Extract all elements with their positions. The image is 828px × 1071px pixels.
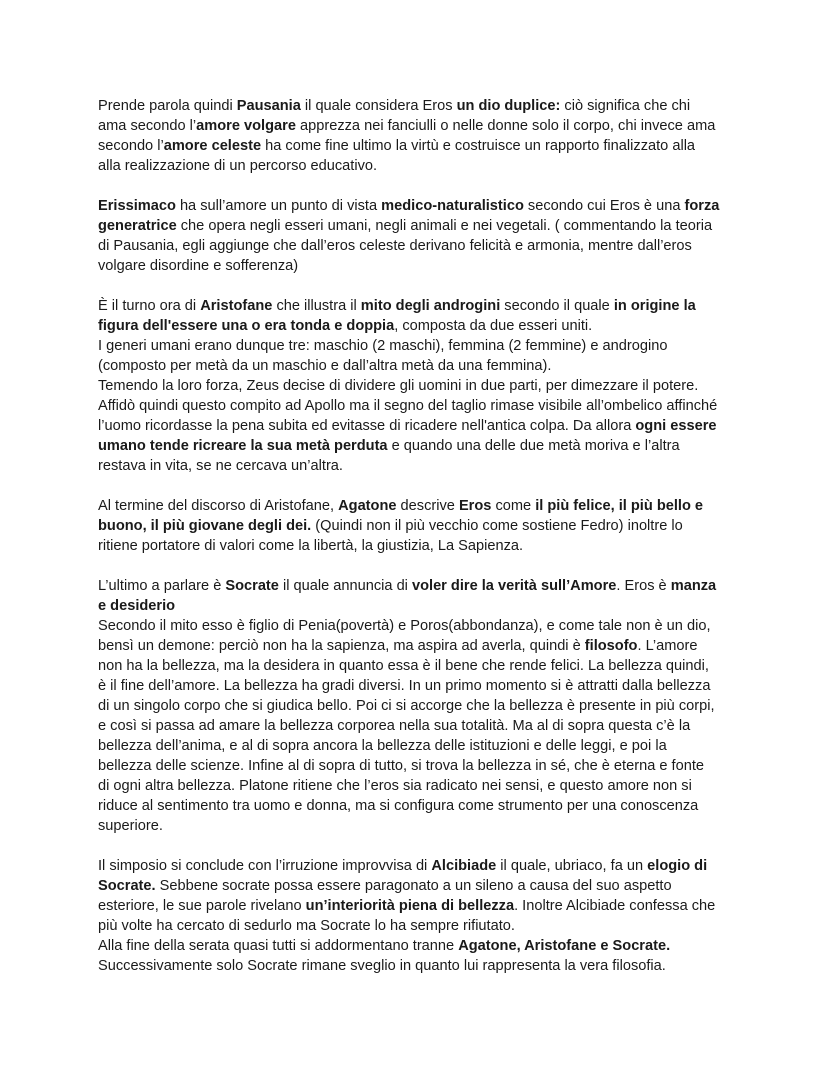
text-run: riduce al sentimento tra uomo e donna, ma si configura come strumento per una conoscenza [98, 798, 699, 814]
text-run: I generi umani erano dunque tre: maschio (2 maschi), femmina (2 femmine) e androgino [98, 338, 668, 354]
bold-text: medico-naturalistico [381, 198, 524, 214]
text-run: ciò significa che chi [560, 98, 691, 114]
text-line [98, 636, 738, 656]
text-line [98, 856, 738, 876]
text-line [98, 696, 738, 716]
text-run: più volte ha cercato di sedurlo ma Socrate lo ha sempre rifiutato. [98, 918, 515, 934]
bold-text: amore volgare [196, 118, 296, 134]
text-run: di ogni altra bellezza. Platone ritiene che l’eros sia radicato nei sensi, e questo amore non si [98, 778, 692, 794]
text-run: e quando una delle due metà moriva e l’altra [387, 438, 680, 454]
text-run: che opera negli esseri umani, negli animali e nei vegetali. ( commentando la teoria [176, 218, 713, 234]
text-run: secondo il quale [500, 298, 614, 314]
text-run: non ha la bellezza, ma la desidera in quanto essa è il bene che rende felici. La bellezza quindi, [98, 658, 709, 674]
text-line [98, 396, 738, 416]
paragraph-agatone [98, 496, 738, 556]
text-line [98, 376, 738, 396]
text-line [98, 816, 738, 836]
paragraph-alcibiade [98, 856, 738, 976]
text-run: alla realizzazione di un percorso educativo. [98, 158, 378, 174]
bold-text: e desiderio [98, 598, 176, 614]
bold-text: Aristofane [200, 298, 273, 314]
text-line [98, 596, 738, 616]
text-run: . Inoltre Alcibiade confessa che [514, 898, 716, 914]
text-run: ama secondo l’ [98, 118, 197, 134]
text-run: L’ultimo a parlare è [98, 578, 226, 594]
bold-text: umano tende ricreare la sua metà perduta [98, 438, 388, 454]
text-run: bellezza dell’anima, e al di sopra ancora la bellezza delle istituzioni e delle leggi, e poi la [98, 738, 667, 754]
text-run: superiore. [98, 818, 163, 834]
text-run: il quale, ubriaco, fa un [496, 858, 648, 874]
bold-text: filosofo [584, 638, 638, 654]
text-line [98, 96, 738, 116]
text-run: restava in vita, se ne cercava un’altra. [98, 458, 343, 474]
text-line [98, 936, 738, 956]
text-run: il quale considera Eros [300, 98, 457, 114]
text-line [98, 416, 738, 436]
text-line [98, 656, 738, 676]
text-run: (Quindi non il più vecchio come sostiene Fedro) inoltre lo [311, 518, 683, 534]
text-run: bellezza delle scienze. Infine al di sopra di tutto, si trova la bellezza in sé, che è eterna e fonte [98, 758, 704, 774]
paragraph-pausania [98, 96, 738, 176]
bold-text: elogio di [647, 858, 708, 874]
text-line [98, 756, 738, 776]
text-run: Affidò quindi questo compito ad Apollo ma il segno del taglio rimase visibile all’ombelico affinché [98, 398, 718, 414]
text-line [98, 436, 738, 456]
bold-text: forza [684, 198, 720, 214]
text-run: Alla fine della serata quasi tutti si addormentano tranne [98, 938, 459, 954]
text-line [98, 956, 738, 976]
text-run: Sebbene socrate possa essere paragonato a un sileno a causa del suo aspetto [155, 878, 672, 894]
text-line [98, 216, 738, 236]
text-line [98, 776, 738, 796]
text-line [98, 136, 738, 156]
bold-text: il più felice, il più bello e [535, 498, 704, 514]
bold-text: ogni essere [635, 418, 717, 434]
text-run: che illustra il [272, 298, 361, 314]
text-run: , composta da due esseri uniti. [394, 318, 593, 334]
text-run: secondo l’ [98, 138, 164, 154]
paragraph-socrate [98, 576, 738, 836]
text-run: secondo cui Eros è una [523, 198, 685, 214]
text-line [98, 156, 738, 176]
text-run: ha come fine ultimo la virtù e costruisce un rapporto finalizzato alla [261, 138, 696, 154]
bold-text: Agatone, Aristofane e Socrate. [458, 938, 671, 954]
text-line [98, 896, 738, 916]
text-line [98, 516, 738, 536]
text-line [98, 356, 738, 376]
paragraph-erissimaco [98, 196, 738, 276]
paragraph-aristofane [98, 296, 738, 476]
text-line [98, 796, 738, 816]
text-run: Secondo il mito esso è figlio di Penia(povertà) e Poros(abbondanza), e come tale non è un dio, [98, 618, 711, 634]
bold-text: Eros [458, 498, 492, 514]
document-page [98, 96, 738, 996]
bold-text: un dio duplice: [456, 98, 561, 114]
text-line [98, 196, 738, 216]
text-line [98, 616, 738, 636]
text-run: il quale annuncia di [278, 578, 412, 594]
text-line [98, 536, 738, 556]
text-run: di Pausania, egli aggiunge che dall’eros celeste derivano felicità e armonia, mentre dall’eros [98, 238, 692, 254]
text-line [98, 916, 738, 936]
text-run: descrive [396, 498, 459, 514]
text-run: Temendo la loro forza, Zeus decise di dividere gli uomini in due parti, per dimezzare il potere. [98, 378, 699, 394]
text-line [98, 716, 738, 736]
text-run: (composto per metà da un maschio e dall’altra metà da una femmina). [98, 358, 552, 374]
text-line [98, 296, 738, 316]
bold-text: Agatone [338, 498, 397, 514]
text-run: . Eros è [616, 578, 671, 594]
text-run: . L’amore [637, 638, 698, 654]
text-line [98, 236, 738, 256]
bold-text: Alcibiade [431, 858, 497, 874]
text-line [98, 676, 738, 696]
bold-text: Pausania [236, 98, 301, 114]
text-run: Il simposio si conclude con l’irruzione improvvisa di [98, 858, 432, 874]
text-run: esteriore, le sue parole rivelano [98, 898, 306, 914]
text-run: come [491, 498, 536, 514]
text-line [98, 736, 738, 756]
bold-text: un’interiorità piena di bellezza [305, 898, 515, 914]
text-run: volgare disordine e sofferenza) [98, 258, 299, 274]
bold-text: amore celeste [163, 138, 262, 154]
text-line [98, 336, 738, 356]
bold-text: buono, il più giovane degli dei. [98, 518, 312, 534]
bold-text: Erissimaco [98, 198, 176, 214]
text-run: È il turno ora di [98, 298, 201, 314]
bold-text: mito degli androgini [360, 298, 501, 314]
text-run: e così si passa ad amare la bellezza corporea nella sua totalità. Ma al di sopra questa c’è la [98, 718, 691, 734]
text-run: Successivamente solo Socrate rimane sveglio in quanto lui rappresenta la vera filosofia. [98, 958, 666, 974]
bold-text: Socrate [225, 578, 279, 594]
text-line [98, 496, 738, 516]
text-run: l’uomo ricordasse la pena subita ed evitasse di ricadere nell'antica colpa. Da allora [98, 418, 636, 434]
text-run: bensì un demone: perciò non ha la sapienza, ma aspira ad averla, quindi è [98, 638, 585, 654]
text-run: ritiene portatore di valori come la libertà, la giustizia, La Sapienza. [98, 538, 524, 554]
bold-text: voler dire la verità sull’Amore [411, 578, 617, 594]
bold-text: in origine la [613, 298, 696, 314]
text-line [98, 456, 738, 476]
bold-text: Socrate. [98, 878, 156, 894]
bold-text: manza [670, 578, 717, 594]
text-run: apprezza nei fanciulli o nelle donne solo il corpo, chi invece ama [295, 118, 716, 134]
bold-text: generatrice [98, 218, 177, 234]
text-line [98, 316, 738, 336]
text-run: di un singolo corpo che si giudica bello. Poi ci si accorge che la bellezza è presente in più corpi, [98, 698, 715, 714]
text-run: Prende parola quindi [98, 98, 237, 114]
bold-text: figura dell'essere una o era tonda e doppia [98, 318, 395, 334]
text-line [98, 876, 738, 896]
text-run: Al termine del discorso di Aristofane, [98, 498, 339, 514]
text-run: ha sull’amore un punto di vista [175, 198, 382, 214]
text-line [98, 256, 738, 276]
text-line [98, 116, 738, 136]
text-run: è il fine dell’amore. La bellezza ha gradi diversi. In un primo momento si è attratti dalla bellezza [98, 678, 711, 694]
text-line [98, 576, 738, 596]
